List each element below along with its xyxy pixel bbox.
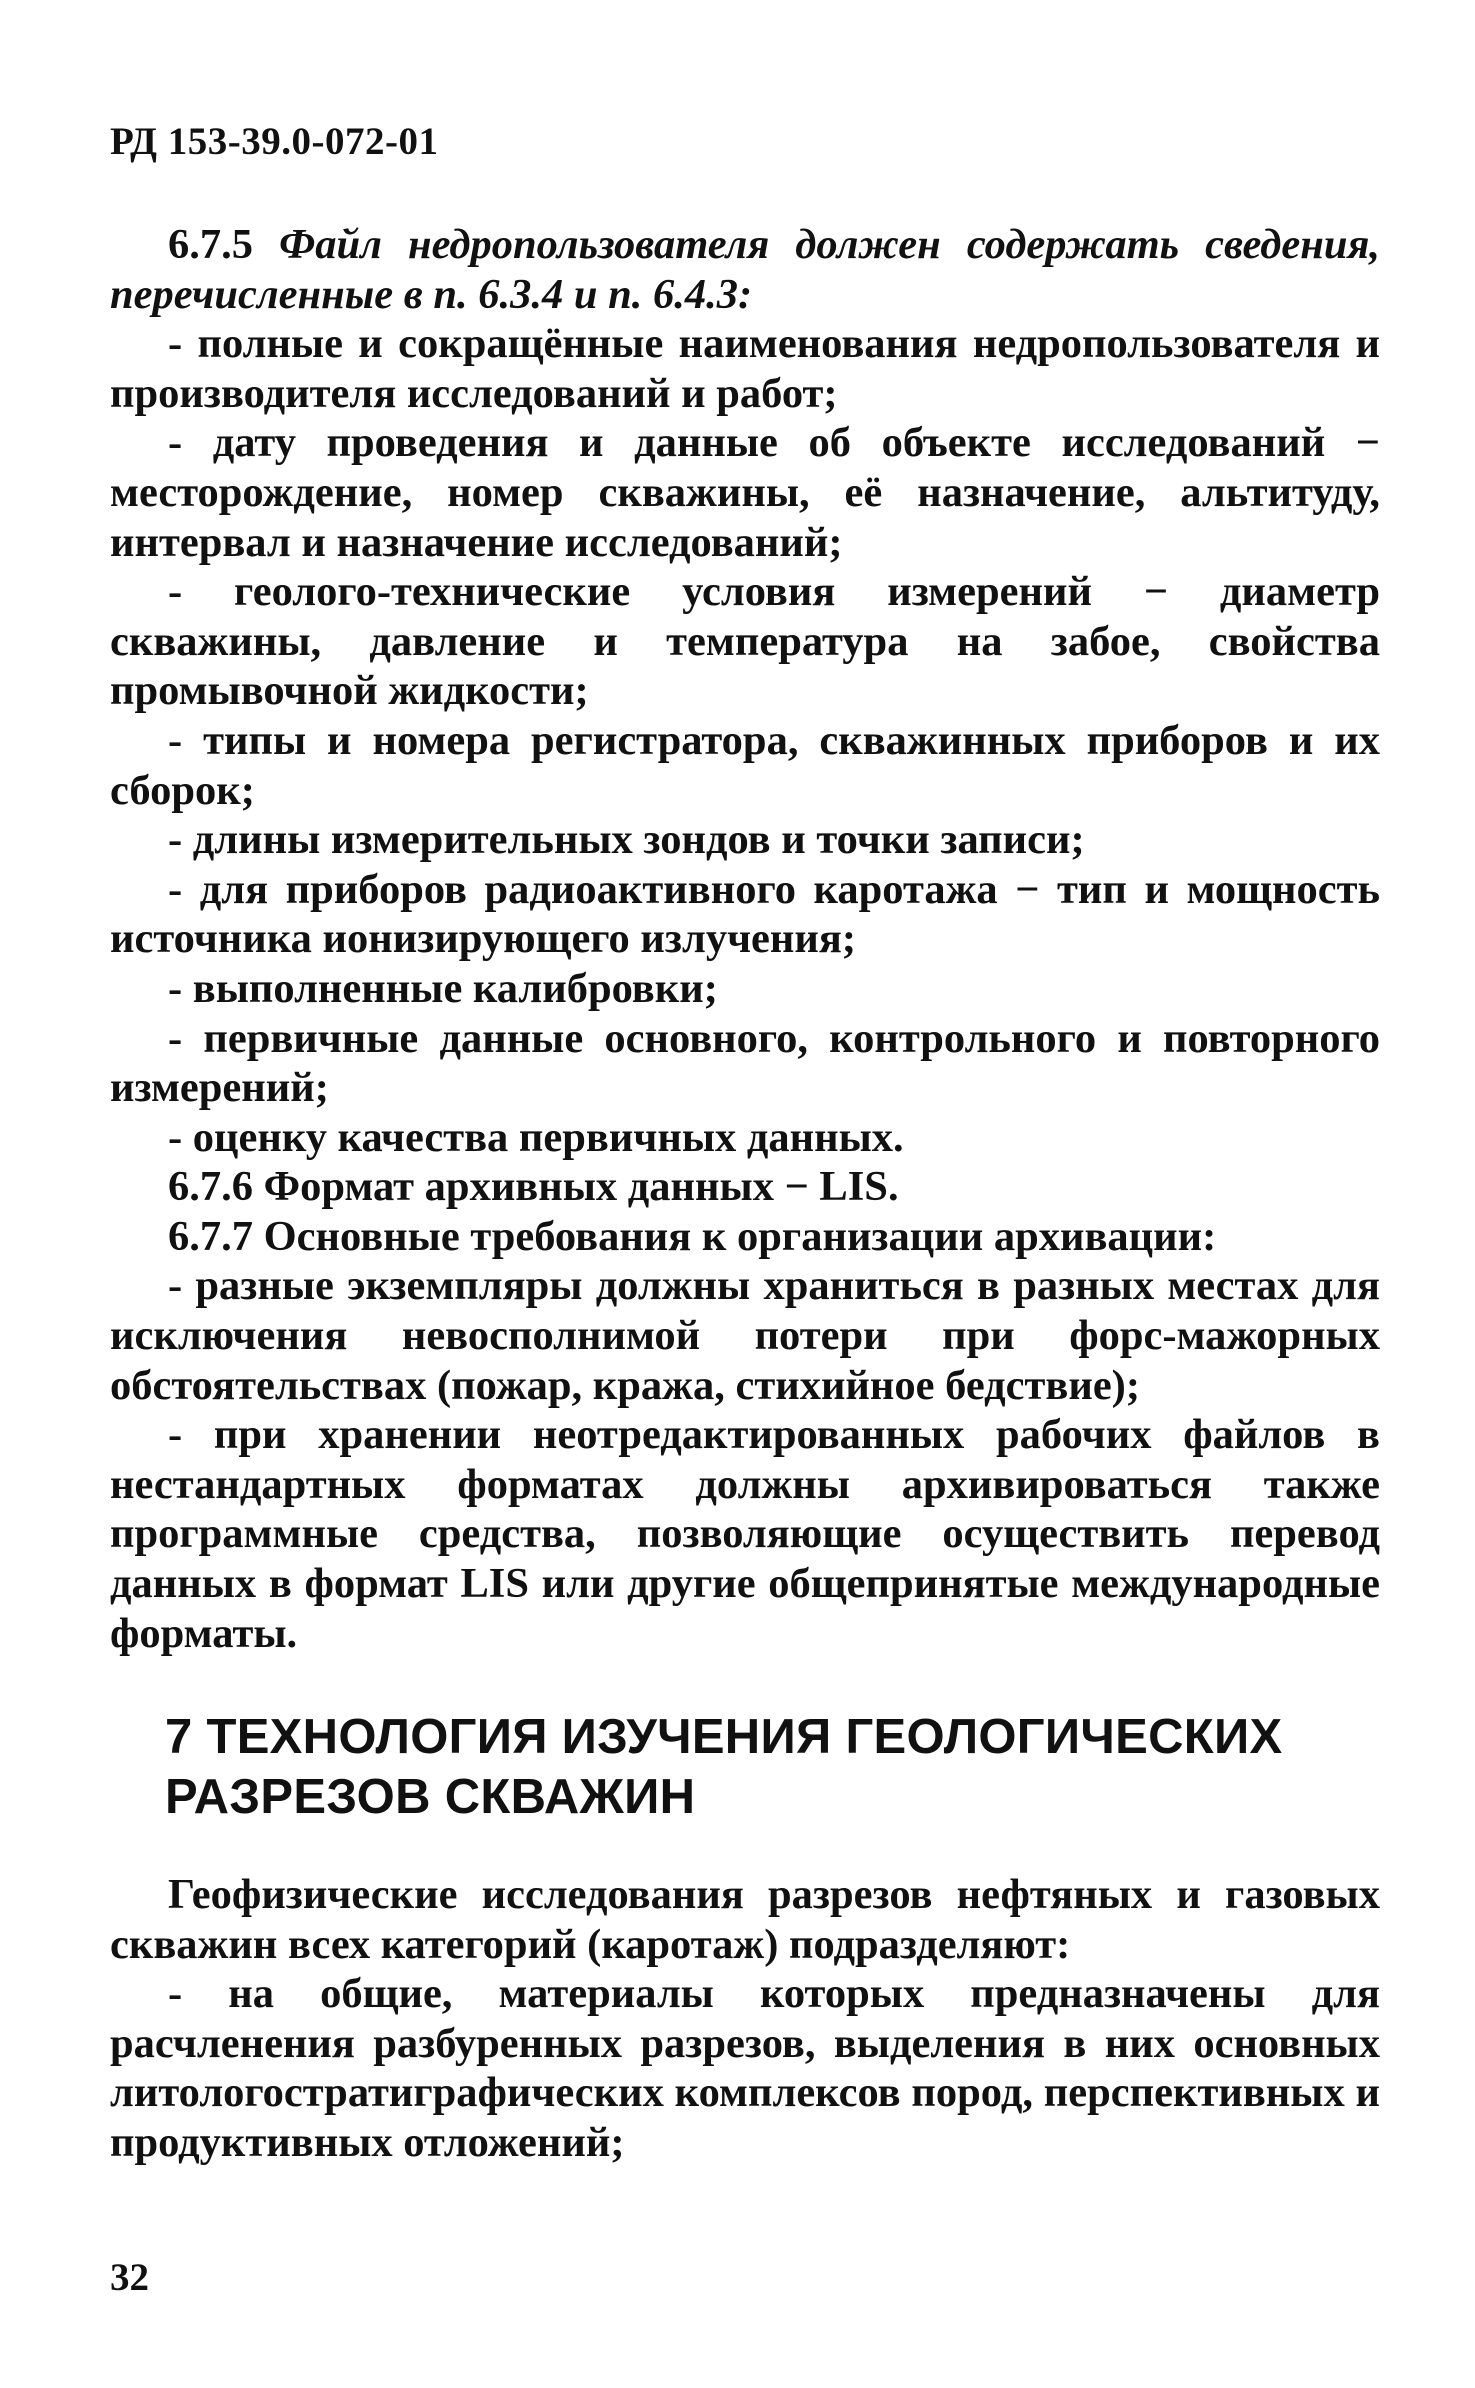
subsection-6-7-5-lead	[110, 220, 1380, 319]
list-item: - длины измерительных зондов и точки записи;	[168, 816, 1085, 864]
section-7-heading	[165, 1707, 1315, 1827]
list-item: - первичные данные основного, контрольного и повторного измерений;	[110, 1014, 1380, 1112]
list-item: - на общие, материалы которых предназначены для расчленения разбуренных разрезов, выделения в них основных литологостратиграфических комплексов пород, перспективных и продуктивных отложений;	[110, 1970, 1380, 2166]
list-item: - типы и номера регистратора, скважинных приборов и их сборок;	[110, 716, 1380, 814]
subsection-6-7-7-lead: 6.7.7 Основные требования к организации архивации:	[168, 1212, 1217, 1260]
page-number: 32	[110, 2256, 149, 2299]
list-item: - оценку качества первичных данных.	[168, 1113, 904, 1161]
list-item: - геолого-технические условия измерений − диаметр скважины, давление и температура на забое, свойства промывочной жидкости;	[110, 568, 1380, 715]
list-item: - при хранении неотредактированных рабочих файлов в нестандартных форматах должны архивироваться также программные средства, позволяющие осуществить перевод данных в формат LIS или другие общепринятые международные форматы.	[110, 1411, 1380, 1657]
list-item: - разные экземпляры должны храниться в разных местах для исключения невосполнимой потери при форс-мажорных обстоятельствах (пожар, кража, стихийное бедствие);	[110, 1262, 1380, 1409]
list-item: - выполненные калибровки;	[168, 964, 718, 1012]
list-item: - полные и сокращённые наименования недропользователя и производителя исследований и работ;	[110, 320, 1380, 417]
document-code: РД 153-39.0-072-01	[110, 120, 439, 163]
list-item: - дату проведения и данные об объекте исследований − месторождение, номер скважины, её назначение, альтитуду, интервал и назначение исследований;	[110, 419, 1380, 566]
subsection-6-7-body	[110, 220, 1380, 1658]
list-item: - для приборов радиоактивного каротажа − тип и мощность источника ионизирующего излучения;	[110, 865, 1380, 963]
section-7-heading-line1: 7 ТЕХНОЛОГИЯ ИЗУЧЕНИЯ ГЕОЛОГИЧЕСКИХ	[165, 1710, 1283, 1764]
subsection-6-7-5-text: Файл недропользователя должен содержать сведения, перечисленные в п. 6.3.4 и п. 6.4.3:	[110, 221, 1381, 318]
subsection-6-7-6: 6.7.6 Формат архивных данных − LIS.	[168, 1163, 899, 1211]
section-7-body	[110, 1870, 1380, 2168]
subsection-6-7-5-number: 6.7.5	[168, 221, 280, 268]
section-7-intro: Геофизические исследования разрезов нефтяных и газовых скважин всех категорий (каротаж) подразделяют:	[110, 1871, 1380, 1968]
section-7-heading-line2: РАЗРЕЗОВ СКВАЖИН	[165, 1770, 696, 1824]
